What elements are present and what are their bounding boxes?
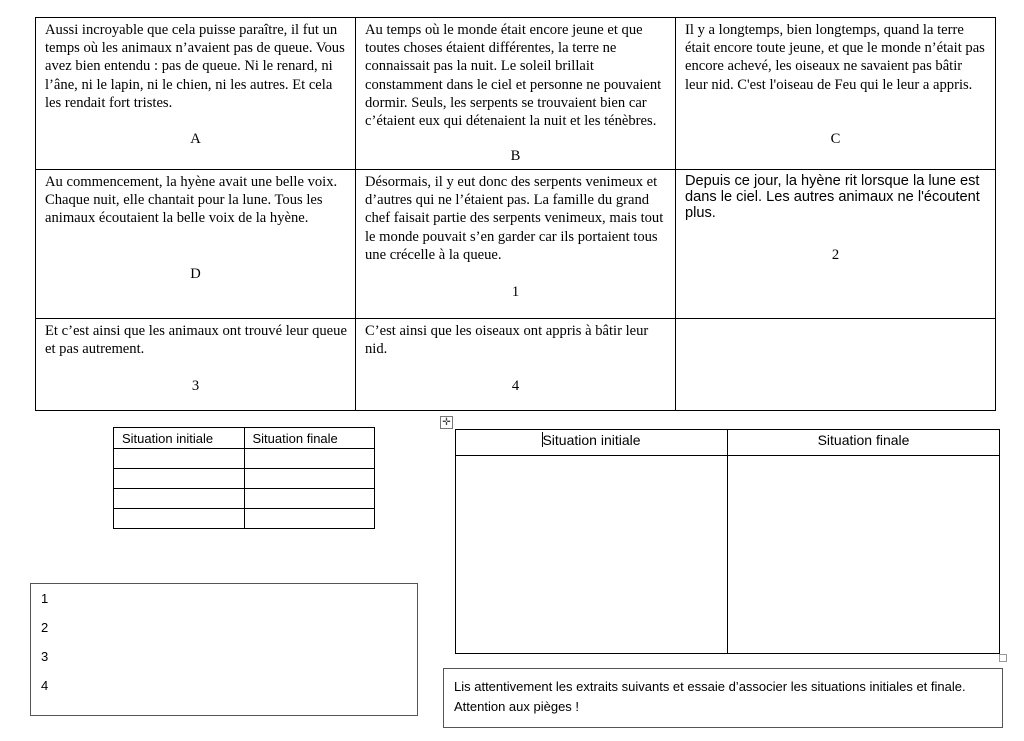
- header-situation-finale[interactable]: [728, 430, 1000, 456]
- table-cell[interactable]: [114, 469, 245, 489]
- extract-text: Au temps où le monde était encore jeune et que toutes choses étaient différentes, la terre ne connaissait pas la nuit. Le soleil brillait constamment dans le ciel et personne ne pouvaient dormir. Seuls, les serpents se trouvaient bien car c’étaient eux qui détenaient la nuit et les ténèbres.: [365, 22, 662, 130]
- table-cell[interactable]: [244, 509, 375, 529]
- move-icon[interactable]: ✛: [440, 416, 453, 429]
- header-situation-initiale: Situation initiale: [114, 428, 245, 449]
- extracts-row: [36, 170, 996, 319]
- table-cell[interactable]: [244, 489, 375, 509]
- extract-cell-3[interactable]: [36, 319, 356, 411]
- list-item: 1: [41, 591, 49, 606]
- extract-text: Désormais, il y eut donc des serpents venimeux et d’autres qui ne l’étaient pas. La famille du grand chef faisait partie des serpents venimeux, mais tout le monde pouvait s’en garder car ils portaient tous une crécelle à la queue.: [365, 174, 664, 263]
- extract-cell-1[interactable]: [356, 170, 676, 319]
- extract-text: Depuis ce jour, la hyène rit lorsque la lune est dans le ciel. Les autres animaux ne l'écoutent plus.: [685, 173, 980, 221]
- table-row: [114, 449, 375, 469]
- header-situation-finale: Situation finale: [244, 428, 375, 449]
- table-cell[interactable]: [114, 449, 245, 469]
- list-item: 4: [41, 678, 49, 693]
- extract-label: 4: [511, 378, 520, 394]
- extract-text: Au commencement, la hyène avait une belle voix. Chaque nuit, elle chantait pour la lune. Tous les animaux écoutaient la belle voix de la hyène.: [45, 174, 338, 227]
- list-item: 2: [41, 620, 49, 635]
- table-row: [114, 489, 375, 509]
- table-cell[interactable]: [114, 509, 245, 529]
- header-situation-initiale[interactable]: [456, 430, 728, 456]
- instruction-text: Lis attentivement les extraits suivants et essaie d’associer les situations initiales et finale. Attention aux pièges !: [454, 679, 966, 714]
- extract-text: Il y a longtemps, bien longtemps, quand la terre était encore toute jeune, et que le monde n’était pas encore achevé, les oiseaux ne savaient pas bâtir leur nid. C'est l'oiseau de Feu qui le leur a appris.: [685, 22, 985, 93]
- extract-cell-empty[interactable]: [676, 319, 996, 411]
- extract-text: C’est ainsi que les oiseaux ont appris à bâtir leur nid.: [365, 323, 649, 358]
- extracts-row: [36, 319, 996, 411]
- table-header-row: [114, 428, 375, 449]
- list-item: 3: [41, 649, 49, 664]
- extract-cell-2[interactable]: [676, 170, 996, 319]
- extract-label: D: [190, 266, 201, 282]
- extract-text: Et c’est ainsi que les animaux ont trouvé leur queue et pas autrement.: [45, 323, 347, 358]
- table-cell[interactable]: [728, 456, 1000, 654]
- extract-text: Aussi incroyable que cela puisse paraître, il fut un temps où les animaux n’avaient pas de queue. Vous avez bien entendu : pas de queue. Ni le renard, ni l’âne, ni le lapin, ni le chien, ni les autres. Et cela les rendait fort tristes.: [45, 22, 345, 111]
- extract-cell-d[interactable]: [36, 170, 356, 319]
- table-cell[interactable]: [244, 449, 375, 469]
- resize-icon[interactable]: [999, 654, 1007, 662]
- table-cell[interactable]: [114, 489, 245, 509]
- table-row: [456, 456, 1000, 654]
- extract-label: 1: [511, 284, 520, 300]
- table-cell[interactable]: [244, 469, 375, 489]
- numbers-box[interactable]: [30, 583, 418, 716]
- extract-label: 3: [191, 378, 200, 394]
- table-row: [114, 509, 375, 529]
- extract-label: 2: [831, 247, 840, 263]
- extract-label: A: [190, 131, 201, 147]
- table-header-row: [456, 430, 1000, 456]
- extracts-row: [36, 18, 996, 170]
- extract-cell-a[interactable]: [36, 18, 356, 170]
- extract-cell-c[interactable]: [676, 18, 996, 170]
- instruction-box[interactable]: [443, 668, 1003, 728]
- extract-label: B: [510, 148, 521, 164]
- big-answer-table: [455, 429, 1000, 654]
- header-text: Situation finale: [817, 432, 910, 448]
- extract-cell-b[interactable]: [356, 18, 676, 170]
- table-cell[interactable]: [456, 456, 728, 654]
- table-row: [114, 469, 375, 489]
- header-text: Situation initiale: [542, 432, 641, 448]
- small-answer-table: [113, 427, 375, 529]
- extracts-table: [35, 17, 996, 411]
- extract-label: C: [830, 131, 841, 147]
- extract-cell-4[interactable]: [356, 319, 676, 411]
